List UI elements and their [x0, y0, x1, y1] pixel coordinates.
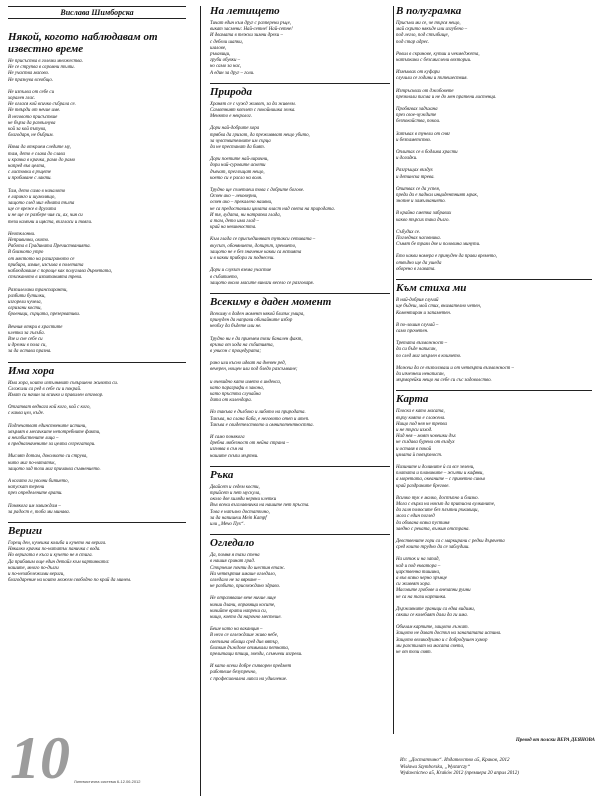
stanza: Не присъства в големи множества. Не се струпва в огромни тълпи. Не участва масово. Не празнува всеобщо.: [8, 59, 83, 83]
poem-title: Някой, когото наблюдавам от известно време: [8, 31, 158, 55]
page-number: 10: [10, 725, 70, 791]
stanza: и очевидно като името в индекса, като параграфи в законa, като пръстта случайна дата от календара.: [210, 379, 282, 404]
print-note: Лингвистична система 6-12.06.2012: [74, 779, 141, 784]
stanza: Отгатват веднага кой кого, кой с кого, с каква цел, къде.: [8, 405, 91, 417]
stanza: Тичат един към друг с разперени ръце, викат засмени: Най-сетне! Най-сетне! И двамата в тежки зимни дрехи – с дебели шапки, шалове, ръкавици, груби обувки – но само за нас, А един за друг – голи.: [210, 21, 293, 76]
poem-title: Всекиму в даден момент: [210, 293, 390, 308]
stanza: Няма да открием следите му, там, дето е слава до слава и крачка в крачка, рамо до рамо напред във целта, с листовки в ръцете и пробиване с лакти.: [8, 145, 76, 182]
stanza: Ето какви номера е принуден да прави времето, отвъдно ще да ушeда оборенo в главата.: [396, 254, 497, 272]
stanza: Ровил в скринове, кутии и чекмеджета, натъпкани с безсмислени вехтории.: [396, 51, 480, 64]
stanza: Разгръщах въздух и детинска трева.: [396, 168, 435, 180]
stanza: В по-лошия случай – само прочетен.: [396, 322, 439, 334]
stanza: Пробягвах задъхана през свое-чуждите безпокойства, покои.: [396, 107, 441, 125]
stanza: Трудно ни е да приемем този банален факт, връзка от хода на събитията, в унисон с процедурата;: [210, 336, 303, 354]
stanza: Събудих се. Погледнах часовника. Сънят бе траял две и половина минути.: [396, 229, 481, 248]
stanza: Дори най-добрите хора трябва да гризат, да преживяват нещо убито, за чувствителните им сърца да не престанат да бият.: [210, 126, 310, 151]
stanza: Можеш да се възползваш и от четвърти възможност – да изчезнеш ненаписан, мърморейки нещо на себе си със задоволство.: [396, 365, 514, 384]
stanza: Обичам картите, защото лъжат. Защото не дават достъп на занапатата истина. Защото великодушно и с добродушен хумор ми разстилат на масата света, не от този свят.: [396, 625, 502, 656]
stanza: Горещ ден, кучешка колиба и кучето на верига. Някалко крачка по-нататък паничка с вода. Но веригата е къса и кучето не я стига. Да прибавим още един детайл към картинката: нашите, много по-дълги и по-незабележими вериги, благодарение на които можем свободно по край да минем.: [8, 540, 132, 584]
stanza: Да, помня я тази стена в нашия сринат град. Стърчеше почти до шестия етаж. На четвъртия имаше огледало, огледало не за вярване – не разбито, присвеждано здраво.: [210, 553, 286, 590]
stanza: Третата възможност – да си бъде написан, no след миг хвърлен в кошчето.: [396, 341, 462, 359]
stanza: Хранят се с чужд живот, за да живеем. Самотният котлет с покойнишка зелка. Менюто е некролог.: [210, 101, 296, 120]
poem-title: Ръка: [210, 466, 390, 481]
stanza: Има хора, които изпълняват съвършено живота си. Сложили са ред в себе си и покрай. Имат си начин за всичко и правилен отговор.: [8, 380, 119, 398]
poem-title: Вериги: [8, 522, 186, 537]
author-name: Вислава Шимборска: [8, 6, 186, 19]
stanza: Не отразяваше вече ничие лице ничии длани, оправящи косите, ничийте врати напреки си, нищо, което да нарочно местеше.: [210, 596, 282, 621]
stanza: Изтръсквах от джобовете презкнали писма и не до мен пратени листенца.: [396, 88, 497, 100]
poem-title: Има хора: [8, 362, 186, 377]
stanza: Но такъва е дълбоко и либото на природата. Такъва, на слана баба, е неговото omen и amen. Такъва е свидетелството и омнипотентността.: [210, 410, 314, 428]
stanza: Беше като на ваканция – В него се оглеждаше живо небе, светлина облаци сред див вятър, близкия дъждове отмивали петната, прелитащи птици, звезди, слънчеви изгреви.: [210, 627, 303, 658]
stanza: Измъквах от куфари случили се години и пътешествия.: [396, 70, 468, 82]
stanza: Оплитах се в бодлива храсти и догадки.: [396, 150, 458, 162]
stanza: Държавните граници са едва видими, сякаш се колебаят дали да ги има.: [396, 606, 475, 619]
poem-title: В полуграмка: [396, 5, 462, 17]
poem-title: Към стиха ми: [396, 279, 592, 294]
stanza: Присъни ми се, че търся нещо, май скрито някъде или изгубено – под легло, под стълбище, под стар адрес.: [396, 21, 468, 45]
stanza: И като всеки добре сътворен предмет работеше безупречно, с професионална липса на удивление.: [210, 664, 292, 682]
stanza: Разпилелани транспаранти, разбити бутилки, изгорели чучела, огризани кости, броеници, сърцата, презервативи.: [8, 287, 81, 318]
stanza: рано или късно идват на дневен ред, вечерен, нощен или под бледо разсъмване;: [210, 361, 298, 373]
stanza: Дори и слухът взема участие в събитието, защото около масите винаги весело се разговаря.: [210, 268, 314, 286]
stanza: Плоска е като масата, върху която е сложена. Нищо под нея не трепва и не търси изход. Над нея – моят човешки дъх не създава бурени от въздух и оставя в покой цялата ѝ повърхност.: [396, 409, 456, 458]
stanza: Низините и долините ѝ са все зелени, платата и планините – жълти и кафяви, а моретата, океаните – с приветно синьо край раздраните брегове.: [396, 464, 486, 489]
poem-title: Карта: [396, 390, 592, 405]
stanza: Затъвах в тунели от сняг и безпаметство.: [396, 131, 451, 143]
stanza: А когато ги уволни битието, напускат терени през определените врати.: [8, 478, 69, 497]
poem-title: Огледало: [210, 534, 390, 549]
poem-title: На летището: [210, 5, 280, 17]
column-1: [8, 6, 186, 590]
stanza: Понякога им завиждам – за радост е, тоба ми минава.: [8, 503, 70, 515]
stanza: Всичко тук е малко, достъпно и близко. Мога с върха на нокът да притисна вулканите, да галя полюсите без плътни ръкавици, мога с един поглед да обхвана всяка пустиня заедно с реката, вълкия отстрана.: [396, 495, 496, 532]
stanza: Двайсет и седем кости, трийсет и пет мускула, около две хиляди нервни клетки Във всеки възглавничка на нашите пет пръста. Това е напълно достатъчно, за да напишеш Mein Kampf или „Мечо Пух“.: [210, 484, 310, 527]
column-2: [210, 6, 390, 689]
poem-title: Природа: [210, 83, 390, 98]
stanza: Неотклонни. Непривични, охото. Работа в Градината Пречистванията. В близкото утро от мястото на разиграното се прибира, измие, изсъхва в полетата наблюдаваше с пороще как полуглава дърветата, стъпканото в изпитанията трева.: [8, 231, 112, 281]
stanza: Вечния откри в храстите клетка за гълъба. Взе и сне себе си и дрелки в пола си, за да остава празна.: [8, 324, 63, 355]
stanza: На изток и на запад, над и под екватора – царственна тишина, а във всяко черно зрънце си живеят хора. Масовите гробове и внезапни руини не са на тази картинка.: [396, 557, 471, 600]
stanza: Подпечатват единствените истини, хвърлят в месачките непотребните факти, а неизбистените лица – в предназначените за целта сегрегатори.: [8, 423, 101, 448]
stanza: Трудно ще съчетаеш това с добрите богове. Освен ако – лековерни, освен ако – прекалено наивни, не са предоставили цялата власт над света на природата. И тя, лудата, ни натрапва глада, а там, дето има глад – край на невинността.: [210, 188, 335, 231]
stanza: Там, дето само в началото е ларинго и шумолящо, защото след миг едната тълпа ще се врежe в другата и не ще се разбере чия си, ах, чия си тези камъни и щяста, възгласи и тояги.: [8, 188, 93, 225]
translator-credit: Превод от полски ВЕРА ДЕЯНОВА: [515, 738, 595, 743]
stanza: Опитвах се да успея, преди да е паднал инцидентният мрак, знопне и замълчанието.: [396, 186, 479, 205]
publication-credits: Из: „Достатъчно“. Издателство a5, Краков, 2012 Wisława Szymborska, „Wystarczy“ Wydawnictwo a5, Kraków 2012 (премиера 20 април 2012): [400, 758, 519, 776]
stanza: В крайна сметка забравих какво търсих така дълго.: [396, 211, 452, 223]
stanza: Не изпълва от себе си хорален глас. Не оглася кой всичко събрала се. Не твърди от нечие име. В неговото присъствие не бърза да развълнува кой за кой пътува, благодаря, не бъбрим.: [8, 89, 76, 139]
stanza: Към глада се присъединяват тутакси сетивата – вкусът, обонянието, допирът, зрението, защото не е без значение какви са ястията и в какви прибори ги поднесеш.: [210, 237, 316, 262]
stanza: В най-добрия случай ще бъдеш, мой стих, внимателно четен, Коментиран и запаметен.: [396, 298, 482, 316]
column-3: [396, 6, 592, 662]
stanza: Девствените гори са с маркирани с редки дървчета сред които трудно да се заблудиш.: [396, 538, 505, 551]
stanza: Всекиму в даден момент някой близък умира, принуден да направи обичайните избор необху да бъдете или не.: [210, 311, 305, 330]
stanza: И само понякога дребна любезност от нейна страна – изгнява в сън на нашите скъпи мъртви.: [210, 434, 289, 459]
stanza: Дори поетите най-лирични, дори най-суровите аскети дъвчат, преглъщат нещо, което си е расло на воля.: [210, 157, 269, 181]
stanza: Мислят дотам, доколкото си струва, нито миг по-нататък, защото зад този миг причаква съмнението.: [8, 454, 101, 472]
